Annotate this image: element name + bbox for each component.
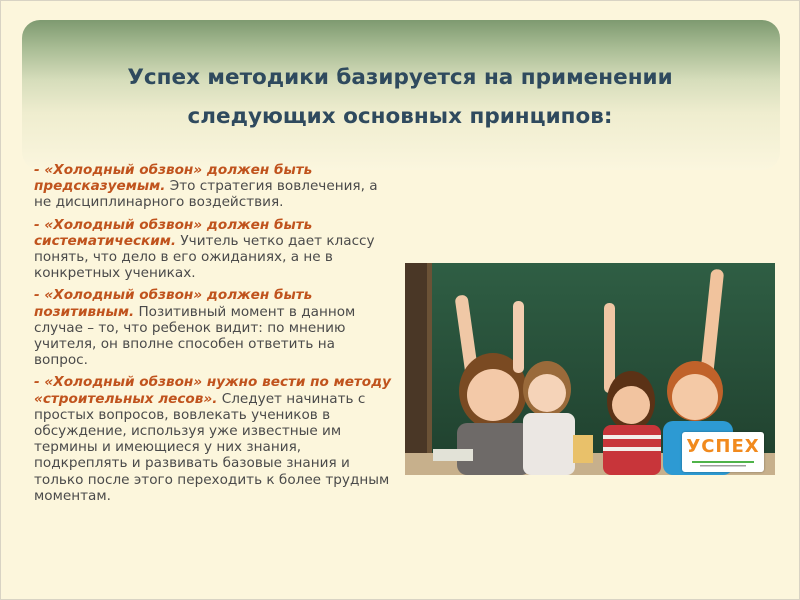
title-line-2: следующих основных принципов: [187, 104, 613, 129]
principle-highlight: - «Холодный обзвон» должен быть систематическим. [34, 216, 313, 249]
uspekh-logo [682, 432, 764, 472]
slide-title [60, 58, 740, 136]
principle-text: Следует начинать с простых вопросов, вовлекать учеников в обсуждение, используя уже известные им термины и имеющиеся у них знания, подкреплять и развивать базовые знания и только после этого переходить к более трудным моментам. [34, 390, 390, 504]
principle-text: Позитивный момент в данном случае – то, что ребенок видит: по мнению учителя, он вполне способен ответить на вопрос. [34, 303, 356, 369]
logo-underline-icon [682, 432, 764, 472]
title-line-1: Успех методики базируется на применении [127, 65, 673, 90]
principle-highlight: - «Холодный обзвон» должен быть позитивным. [34, 287, 313, 320]
principles-list [34, 162, 392, 510]
principle-item [34, 287, 392, 368]
principle-text: Это стратегия вовлечения, а не дисциплинарного воздействия. [34, 178, 378, 211]
principle-highlight: - «Холодный обзвон» должен быть предсказуемым. [34, 162, 313, 195]
principle-highlight: «Холодный обзвон» нужно вести по методу «строительных лесов». [34, 374, 391, 407]
logo-text: УСПЕХ [686, 436, 760, 457]
principle-highlight-prefix: - [34, 374, 45, 391]
principle-item [34, 217, 392, 282]
principle-text: Учитель четко дает классу понять, что дело в его ожиданиях, а не в конкретных учениках. [34, 232, 375, 282]
principle-item [34, 162, 392, 211]
principle-item [34, 374, 392, 504]
